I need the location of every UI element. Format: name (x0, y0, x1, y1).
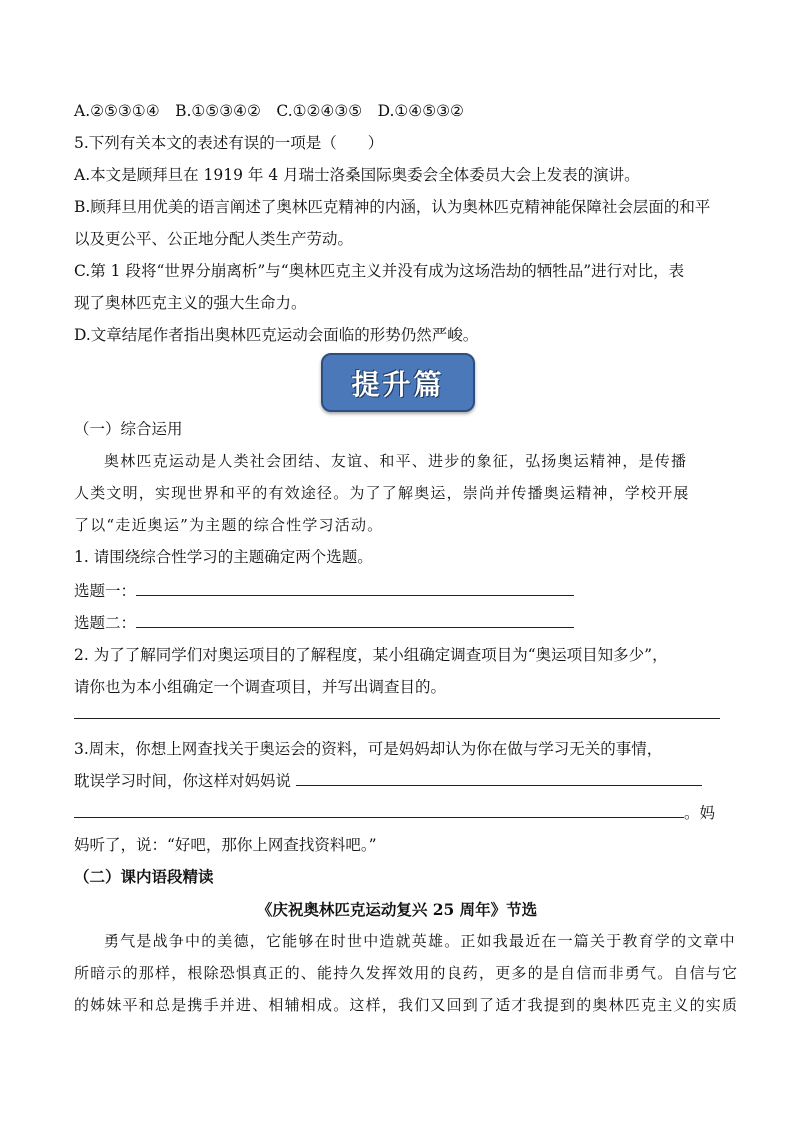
question-2-answer-field[interactable] (74, 718, 720, 719)
passage-line3: 的姊妹平和总是携手并进、相辅相成。这样，我们又回到了适才我提到的奥林匹克主义的实质 (74, 996, 739, 1014)
question-3-answer-field-a[interactable] (296, 771, 702, 786)
question-1: 1. 请围绕综合性学习的主题确定两个选题。 (74, 548, 373, 566)
passage-title: 《庆祝奥林匹克运动复兴 25 周年》节选 (256, 900, 538, 919)
section-banner (321, 353, 475, 412)
topic-2-row (74, 612, 574, 634)
q4-options: A.②⑤③①④ B.①⑤③④② C.①②④③⑤ D.①④⑤③② (74, 102, 464, 120)
q5-option-c-line1: C.第 1 段将“世界分崩离析”与“奥林匹克主义并没有成为这场浩劫的牺牲品”进行对比，表 (74, 262, 685, 280)
question-2-line1: 2. 为了了解同学们对奥运项目的了解程度，某小组确定调查项目为“奥运项目知多少”， (74, 646, 668, 664)
topic-1-row (74, 580, 574, 602)
question-3-line3-end: 。妈 (684, 804, 716, 822)
section2-heading: （二）课内语段精读 (74, 867, 214, 886)
question-3-line3 (74, 802, 715, 824)
intro-line2: 人类文明，实现世界和平的有效途径。为了了解奥运，崇尚并传播奥运精神，学校开展 (74, 484, 690, 502)
topic-2-label: 选题二： (74, 614, 137, 632)
q5-option-a: A.本文是顾拜旦在 1919 年 4 月瑞士洛桑国际奥委会全体委员大会上发表的演讲。 (74, 166, 640, 184)
topic-1-label: 选题一： (74, 582, 137, 600)
question-3-answer-field-b[interactable] (74, 803, 684, 818)
question-3-line1: 3.周末，你想上网查找关于奥运会的资料，可是妈妈却认为你在做与学习无关的事情， (74, 740, 663, 758)
intro-line3: 了以“走近奥运”为主题的综合性学习活动。 (74, 516, 384, 534)
q5-option-d: D.文章结尾作者指出奥林匹克运动会面临的形势仍然严峻。 (74, 326, 479, 344)
passage-line1: 勇气是战争中的美德，它能够在时世中造就英雄。正如我最近在一篇关于教育学的文章中 (104, 932, 736, 950)
q5-option-b-line1: B.顾拜旦用优美的语言阐述了奥林匹克精神的内涵，认为奥林匹克精神能保障社会层面的和平 (74, 198, 711, 216)
q5-stem: 5.下列有关本文的表述有误的一项是（ ） (74, 134, 384, 152)
topic-1-answer-field[interactable] (136, 581, 574, 596)
question-3-prompt: 耽误学习时间，你这样对妈妈说 (74, 772, 292, 790)
q5-option-b-line2: 以及更公平、公正地分配人类生产劳动。 (74, 230, 354, 248)
passage-line2: 所暗示的那样，根除恐惧真正的、能持久发挥效用的良药，更多的是自信而非勇气。自信与它 (74, 964, 739, 982)
question-3-line4: 妈听了，说：“好吧，那你上网查找资料吧。” (74, 836, 377, 854)
section1-heading: （一）综合运用 (74, 420, 183, 438)
question-2-line2: 请你也为本小组确定一个调查项目，并写出调查目的。 (74, 678, 447, 696)
q5-option-c-line2: 现了奥林匹克主义的强大生命力。 (74, 294, 307, 312)
question-3-line2 (74, 770, 702, 792)
topic-2-answer-field[interactable] (136, 613, 574, 628)
banner-label: 提升篇 (351, 367, 445, 401)
intro-line1: 奥林匹克运动是人类社会团结、友谊、和平、进步的象征，弘扬奥运精神，是传播 (104, 452, 688, 470)
